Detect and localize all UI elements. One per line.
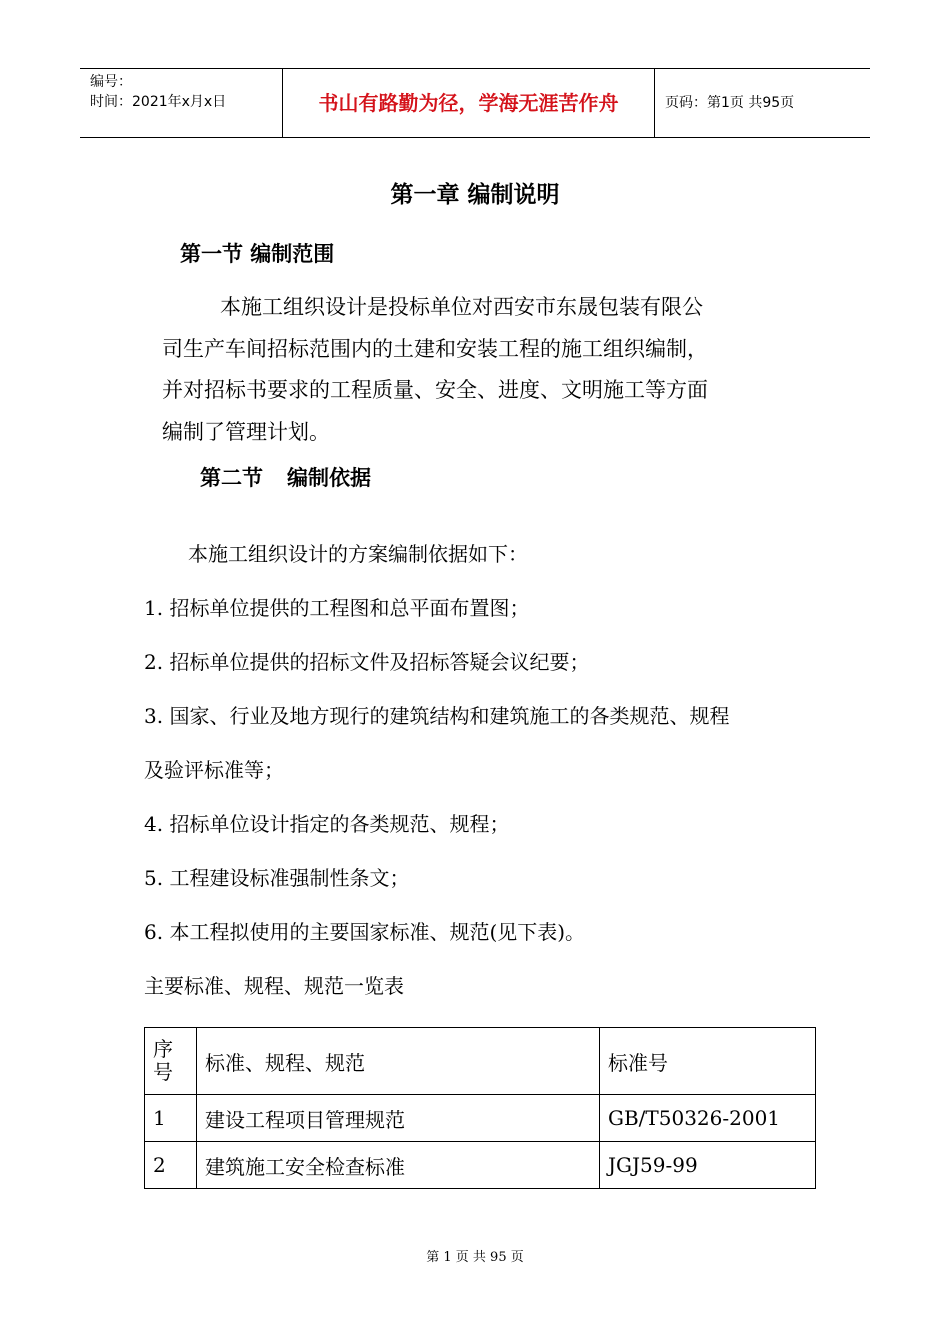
header-meta-cell [80, 69, 283, 137]
table-caption: 主要标准、规程、规范一览表 [144, 974, 404, 998]
row-code: JGJ59-99 [600, 1142, 816, 1189]
basis-intro: 本施工组织设计的方案编制依据如下： [188, 542, 528, 566]
list-item: 3. 国家、行业及地方现行的建筑结构和建筑施工的各类规范、规程 [144, 704, 730, 728]
row-seq: 2 [145, 1142, 197, 1189]
header-page-info: 页码：第1页 共95页 [665, 95, 795, 111]
header-motto: 书山有路勤为径，学海无涯苦作舟 [283, 69, 655, 137]
row-name: 建设工程项目管理规范 [197, 1095, 600, 1142]
paragraph-line: 司生产车间招标范围内的土建和安装工程的施工组织编制， [162, 336, 708, 361]
list-item: 4. 招标单位设计指定的各类规范、规程； [144, 812, 510, 836]
number-label: 编号： [90, 74, 132, 90]
header-code: 标准号 [600, 1028, 816, 1095]
page-footer: 第 1 页 共 95 页 [426, 1250, 524, 1265]
list-item: 2. 招标单位提供的招标文件及招标答疑会议纪要； [144, 650, 590, 674]
paragraph-line: 编制了管理计划。 [162, 419, 330, 444]
section2-number: 第二节 [200, 466, 263, 490]
list-item: 6. 本工程拟使用的主要国家标准、规范(见下表)。 [144, 920, 586, 944]
paragraph-line: 本施工组织设计是投标单位对西安市东晟包装有限公 [220, 295, 703, 319]
time-label: 时间：2021年x月x日 [90, 94, 227, 110]
row-code: GB/T50326-2001 [600, 1095, 816, 1142]
row-name: 建筑施工安全检查标准 [197, 1142, 600, 1189]
chapter-title: 第一章 编制说明 [390, 182, 560, 208]
section1-paragraph [162, 287, 812, 453]
standards-table [144, 1027, 816, 1189]
page-header [80, 68, 870, 138]
list-item: 及验评标准等； [144, 758, 284, 782]
table-row [145, 1095, 816, 1142]
table-header-row [145, 1028, 816, 1095]
paragraph-line: 并对招标书要求的工程质量、安全、进度、文明施工等方面 [162, 378, 708, 402]
table-row [145, 1142, 816, 1189]
section2-name: 编制依据 [287, 466, 371, 490]
header-seq: 序 号 [145, 1028, 197, 1095]
section1-title: 第一节 编制范围 [180, 242, 335, 266]
row-seq: 1 [145, 1095, 197, 1142]
list-item: 1. 招标单位提供的工程图和总平面布置图； [144, 596, 530, 620]
list-item: 5. 工程建设标准强制性条文； [144, 866, 410, 890]
header-name: 标准、规程、规范 [197, 1028, 600, 1095]
section2-title [200, 462, 371, 492]
